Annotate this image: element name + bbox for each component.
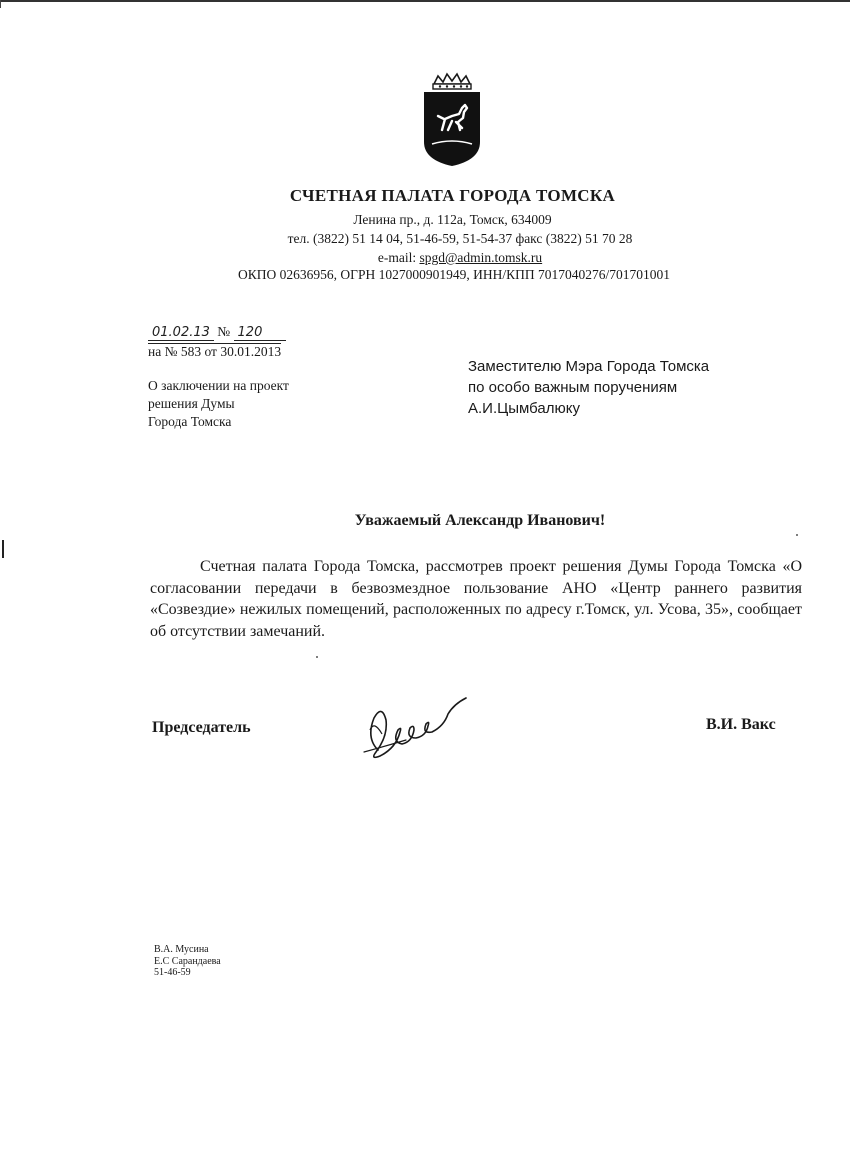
signatory-name: В.И. Вакс (706, 716, 776, 733)
addressee-block (468, 356, 709, 419)
subject-line: Города Томска (148, 414, 232, 429)
org-email-line (0, 250, 850, 266)
number-sign: № (217, 324, 231, 339)
letter-subject (148, 377, 348, 431)
coat-of-arms-icon (418, 72, 486, 172)
addressee-line: А.И.Цымбалюку (468, 400, 580, 417)
outgoing-number: 120 (234, 325, 286, 341)
email-prefix: e-mail: (377, 250, 420, 265)
subject-line: О заключении на проект (148, 378, 289, 393)
outgoing-reference (148, 324, 286, 341)
executor-line: В.А. Мусина (154, 944, 209, 955)
executor-line: Е.С Сарандаева (154, 955, 221, 967)
signatory-title: Председатель (152, 719, 251, 736)
executor-line: 51-46-59 (154, 967, 191, 978)
scan-speck (316, 656, 318, 658)
scan-margin-mark (2, 540, 4, 558)
scan-speck (796, 534, 798, 536)
scan-corner-mark (0, 0, 1, 8)
email-link[interactable]: spgd@admin.tomsk.ru (419, 250, 543, 265)
org-codes: ОКПО 02636956, ОГРН 1027000901949, ИНН/КПП 7017040276/701701001 (238, 267, 670, 282)
incoming-reference (148, 344, 281, 360)
scan-top-edge (0, 0, 850, 2)
greeting: Уважаемый Александр Иванович! (354, 512, 606, 529)
outgoing-date: 01.02.13 (148, 325, 214, 341)
org-phones: тел. (3822) 51 14 04, 51-46-59, 51-54-37 факс (3822) 51 70 28 (287, 231, 633, 246)
executors-block (154, 944, 221, 979)
org-name: СЧЕТНАЯ ПАЛАТА ГОРОДА ТОМСКА (289, 186, 616, 205)
addressee-line: Заместителю Мэра Города Томска (468, 358, 710, 375)
incoming-reference-text: на № 583 от 30.01.2013 (148, 344, 282, 359)
letter-body: Счетная палата Города Томска, рассмотрев проект решения Думы Города Томска «О согласовании передачи в безвозмездное пользование АНО «Центр раннего развития «Созвездие» нежилых помещений, расположенных по адресу г.Томск, ул. Усова, 35», сообщает об отсутствии замечаний. (150, 558, 802, 640)
addressee-line: по особо важным поручениям (468, 379, 678, 396)
subject-line: решения Думы (148, 396, 235, 411)
handwritten-signature-icon (356, 690, 476, 770)
org-address: Ленина пр., д. 112а, Томск, 634009 (353, 212, 552, 227)
